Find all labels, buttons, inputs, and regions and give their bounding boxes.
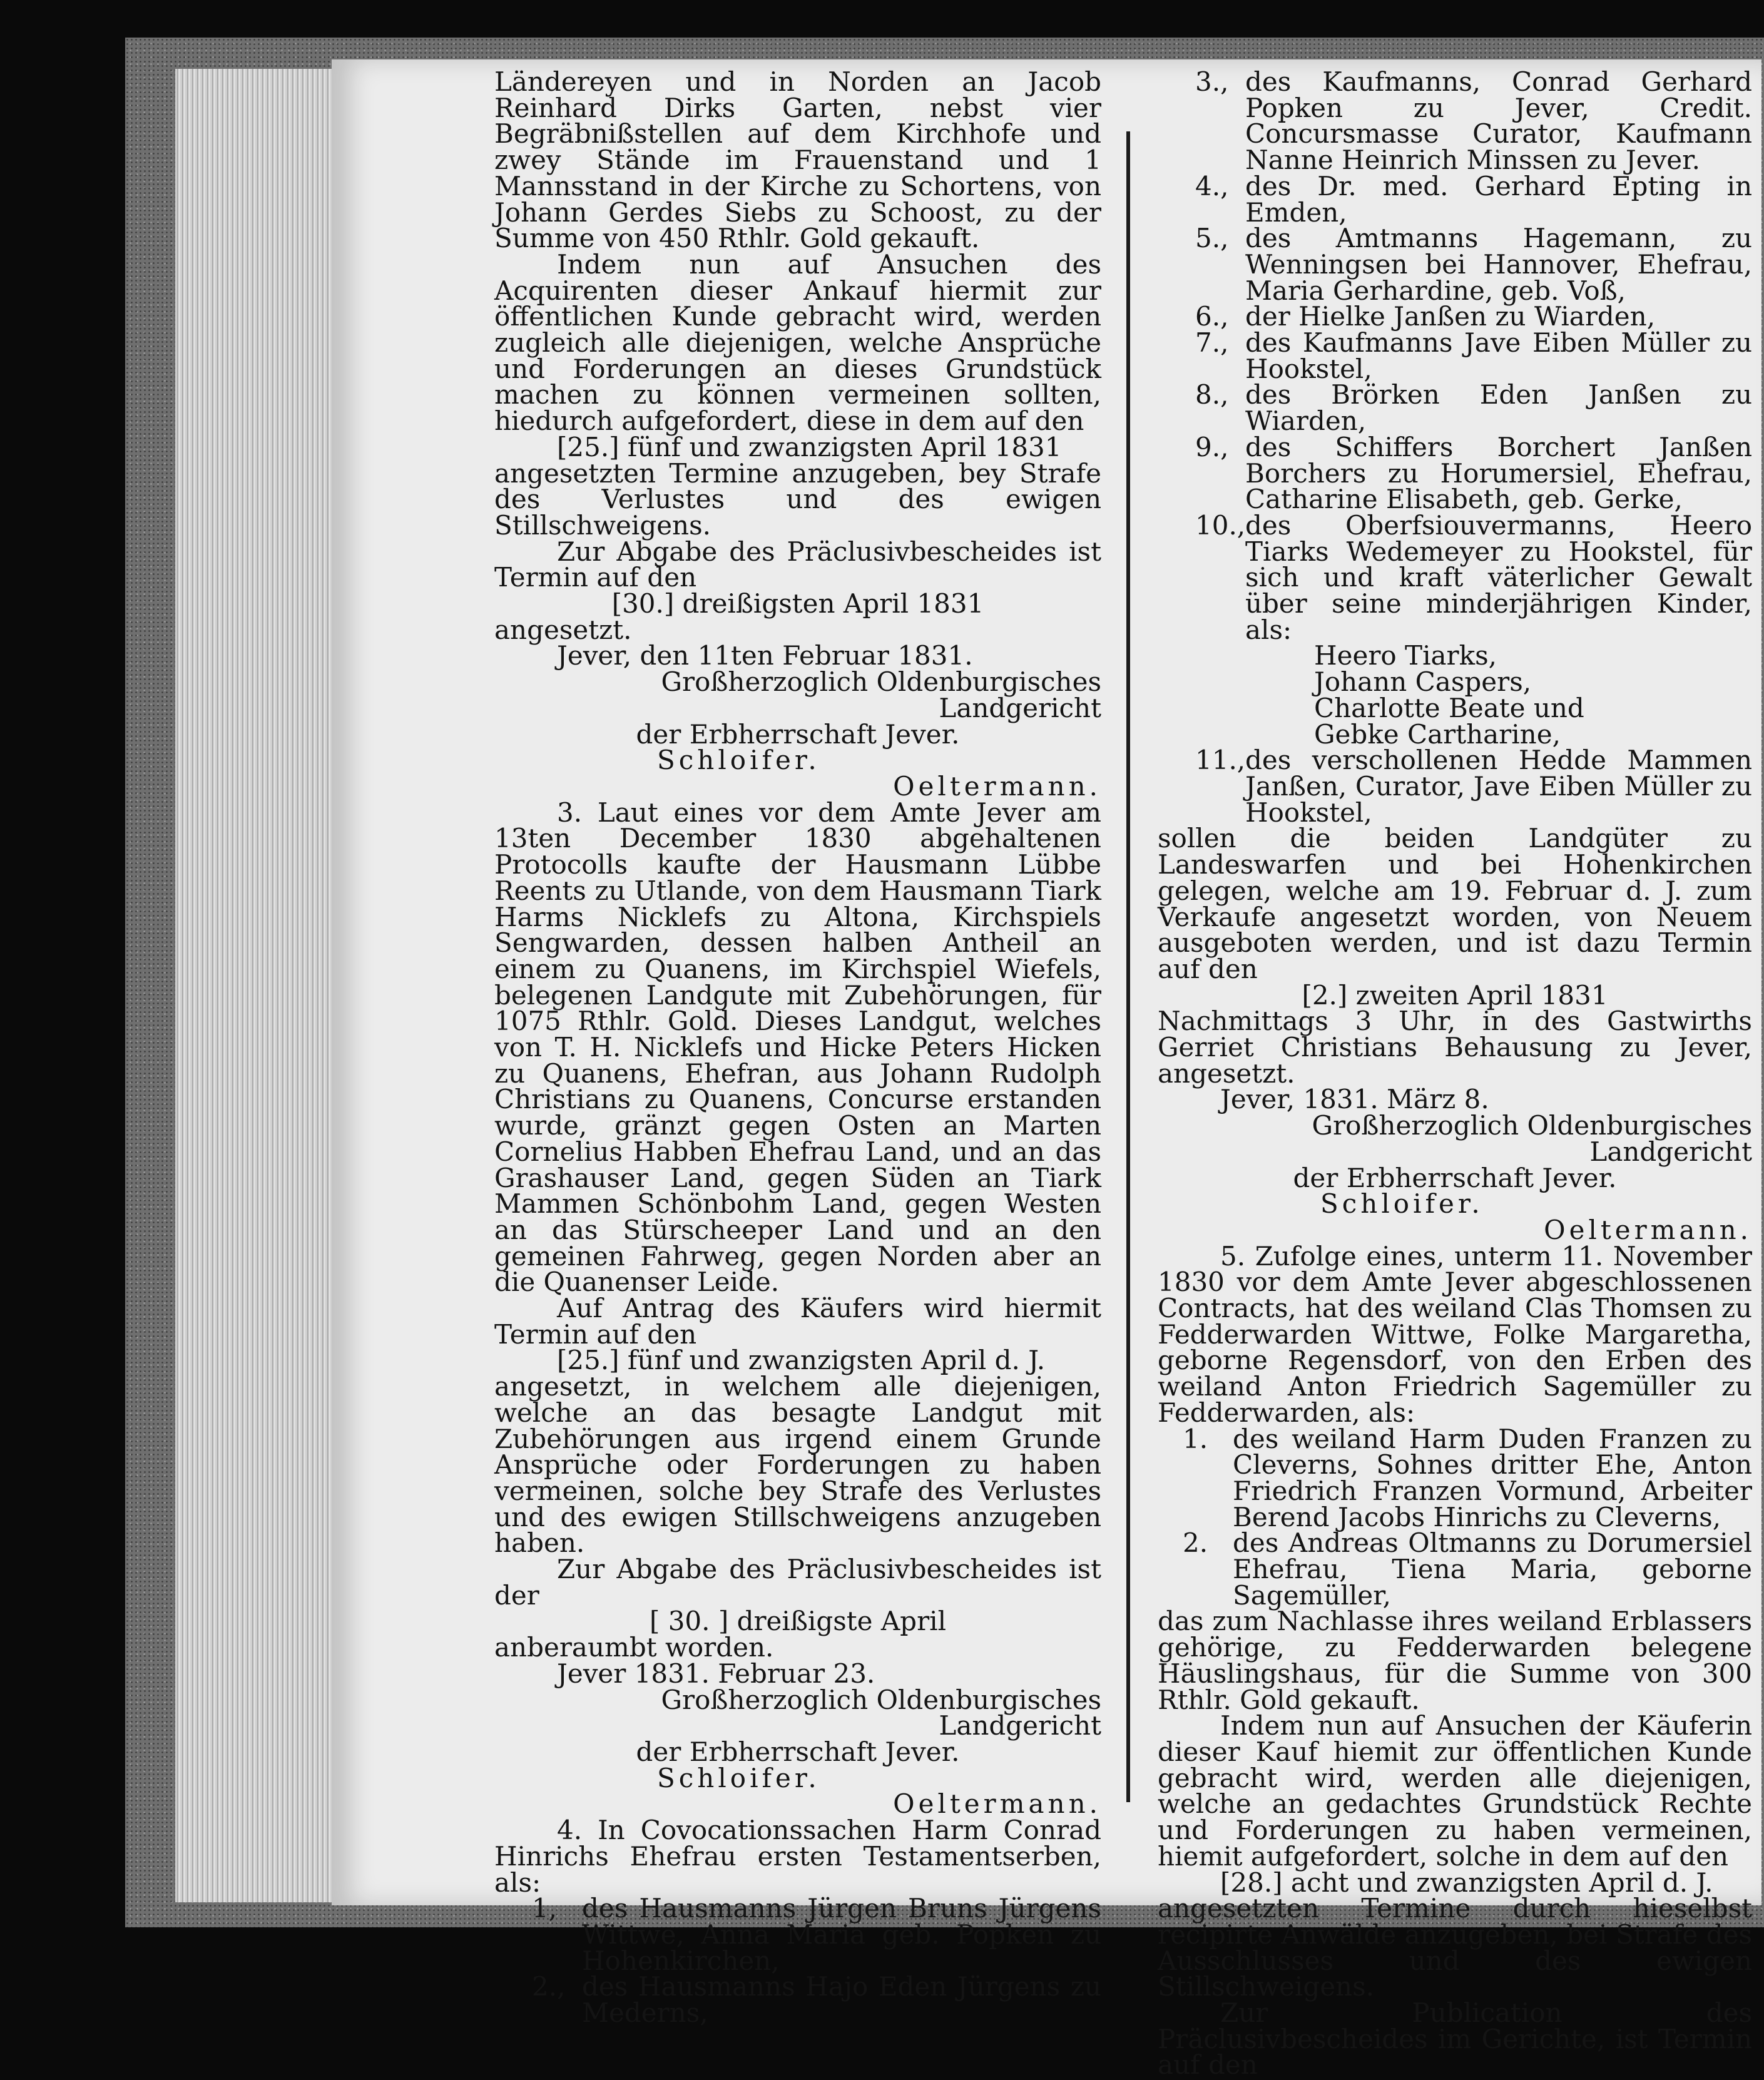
list-item bbox=[494, 1895, 1101, 1974]
left-column bbox=[494, 66, 1101, 2029]
paragraph: angesetzt, in welchem alle diejenigen, welche an das besagte Landgut mit Zubehörungen aus irgend einem Grunde Ansprüche oder Forderungen zu haben vermeinen, solche bey Strafe des Verlustes und des ewigen Stillschweigens anzugeben haben. bbox=[494, 1371, 1101, 1559]
list-text: des Kaufmanns Jave Eiben Müller zu Hookstel, bbox=[1245, 327, 1752, 384]
list-number: 2., bbox=[532, 1971, 566, 2002]
list-item bbox=[494, 1971, 1101, 2029]
paragraph: Zur Abgabe des Präclusivbescheides ist Termin auf den bbox=[494, 536, 1101, 593]
list-item bbox=[1158, 327, 1752, 384]
court-name: der Erbherrschaft Jever. bbox=[636, 1736, 960, 1767]
paragraph: 4. In Covocationssachen Harm Conrad Hinrichs Ehefrau ersten Testamentserben, als: bbox=[494, 1815, 1101, 1898]
list-number: 8., bbox=[1195, 379, 1229, 410]
list-number: 3., bbox=[1195, 66, 1229, 97]
list-text: des Andreas Oltmanns zu Dorumersiel Ehefrau, Tiena Maria, geborne Sagemüller, bbox=[1233, 1527, 1752, 1611]
place-date: Jever, 1831. März 8. bbox=[1220, 1084, 1489, 1115]
child-name: Heero Tiarks, bbox=[1314, 640, 1497, 671]
paragraph: das zum Nachlasse ihres weiland Erblassers gehörige, zu Fedderwarden belegene Häuslingshaus, für die Summe von 300 Rthlr. Gold gekauft. bbox=[1158, 1606, 1752, 1715]
signature: Oeltermann. bbox=[1544, 1214, 1752, 1245]
list-number: 10., bbox=[1195, 509, 1246, 541]
list-item bbox=[1158, 170, 1752, 228]
page-edges bbox=[175, 69, 338, 1902]
list-number: 1, bbox=[532, 1893, 558, 1924]
list-number: 5., bbox=[1195, 223, 1229, 254]
place-date: Jever, den 11ten Februar 1831. bbox=[557, 640, 973, 671]
court-name: Großherzoglich Oldenburgisches Landgericht bbox=[1312, 1110, 1752, 1167]
term-date: [25.] fünf und zwanzigsten April 1831 bbox=[557, 431, 1062, 462]
list-number: 2. bbox=[1183, 1527, 1208, 1559]
place-date: Jever 1831. Februar 23. bbox=[557, 1658, 875, 1689]
term-date: [2.] zweiten April 1831 bbox=[1302, 979, 1608, 1011]
list-text: des Kaufmanns, Conrad Gerhard Popken zu Jever, Credit. Concursmasse Curator, Kaufmann Nanne Heinrich Minssen zu Jever. bbox=[1245, 66, 1752, 176]
signature: Oeltermann. bbox=[893, 1788, 1101, 1820]
list-item bbox=[1158, 431, 1752, 515]
court-name: Großherzoglich Oldenburgisches Landgericht bbox=[661, 666, 1101, 723]
signature: Schloifer. bbox=[657, 1762, 820, 1793]
court-name: der Erbherrschaft Jever. bbox=[636, 718, 960, 750]
list-item bbox=[1158, 223, 1752, 306]
paragraph: angesetzten Termine anzugeben, bey Strafe des Verlustes und des ewigen Stillschweigens. bbox=[494, 457, 1101, 541]
child-name: Charlotte Beate und bbox=[1314, 692, 1584, 723]
right-column bbox=[1158, 66, 1752, 2080]
list-item bbox=[1158, 66, 1752, 176]
list-number: 7., bbox=[1195, 327, 1229, 359]
signature: Oeltermann. bbox=[893, 770, 1101, 802]
list-item bbox=[1158, 1527, 1752, 1611]
list-number: 9., bbox=[1195, 431, 1229, 462]
list-text: des Hausmanns Jürgen Bruns Jürgens Wittwe, Anna Maria geb. Popken zu Hohenkirchen, bbox=[582, 1893, 1101, 1976]
list-item bbox=[1158, 745, 1752, 828]
list-item bbox=[1158, 379, 1752, 437]
list-text: des Amtmanns Hagemann, zu Wenningsen bei Hannover, Ehefrau, Maria Gerhardine, geb. Voß, bbox=[1245, 223, 1752, 306]
paragraph: angesetzt. bbox=[494, 614, 632, 645]
paragraph: sollen die beiden Landgüter zu Landeswarfen und bei Hohenkirchen gelegen, welche am 19. Februar d. J. zum Verkaufe angesetzt worden, von Neuem ausgeboten werden, und ist dazu Termin auf den bbox=[1158, 823, 1752, 984]
list-number: 1. bbox=[1183, 1423, 1208, 1454]
list-number: 11., bbox=[1195, 745, 1246, 776]
paragraph: angesetzten Termine durch hieselbst recipirte Anwälde anzugeben, bei Strafe des Ausschlusses und des ewigen Stillschweigens. bbox=[1158, 1893, 1752, 2002]
paragraph: Nachmittags 3 Uhr, in des Gastwirths Gerriet Christians Behausung zu Jever, angesetzt. bbox=[1158, 1006, 1752, 1089]
list-text: des weiland Harm Duden Franzen zu Cleverns, Sohnes dritter Ehe, Anton Friedrich Franzen Vormund, Arbeiter Berend Jacobs Hinrichs zu Cleverns, bbox=[1233, 1423, 1752, 1532]
paragraph: Indem nun auf Ansuchen des Acquirenten dieser Ankauf hiermit zur öffentlichen Kunde gebracht wird, werden zugleich alle diejenigen, welche Ansprüche und Forderungen an dieses Grundstück machen zu können vermeinen sollten, hiedurch aufgefordert, diese in dem auf den bbox=[494, 248, 1101, 437]
column-divider bbox=[1126, 131, 1130, 1802]
term-date: [30.] dreißigsten April 1831 bbox=[611, 588, 984, 619]
list-text: des Oberfsiouvermanns, Heero Tiarks Wedemeyer zu Hookstel, für sich und kraft väterlicher Gewalt über seine minderjährigen Kinder, als: bbox=[1245, 509, 1752, 645]
term-date: [28.] acht und zwanzigsten April d. J. bbox=[1220, 1867, 1713, 1898]
list-number: 6., bbox=[1195, 301, 1229, 332]
list-text: des Dr. med. Gerhard Epting in Emden, bbox=[1245, 170, 1752, 228]
list-text: des verschollenen Hedde Mammen Janßen, Curator, Jave Eiben Müller zu Hookstel, bbox=[1245, 745, 1752, 828]
list-text: des Schiffers Borchert Janßen Borchers zu Horumersiel, Ehefrau, Catharine Elisabeth, geb. Gerke, bbox=[1245, 431, 1752, 515]
signature: Schloifer. bbox=[1320, 1188, 1484, 1220]
list-item bbox=[1158, 1423, 1752, 1532]
court-name: der Erbherrschaft Jever. bbox=[1293, 1162, 1617, 1193]
court-name: Großherzoglich Oldenburgisches Landgericht bbox=[661, 1684, 1101, 1741]
child-name: Johann Caspers, bbox=[1314, 666, 1532, 698]
paragraph: 3. Laut eines vor dem Amte Jever am 13ten December 1830 abgehaltenen Protocolls kaufte der Hausmann Lübbe Reents zu Utlande, von dem Hausmann Tiark Harms Nicklefs zu Altona, Kirchspiels Sengwarden, dessen halben Antheil an einem zu Quanens, im Kirchspiel Wiefels, belegenen Landgute mit Zubehörungen, für 1075 Rthlr. Gold. Dieses Landgut, welches von T. H. Nicklefs und Hicke Peters Hicken zu Quanens, Ehefran, aus Johann Rudolph Christians zu Quanens, Concurse erstanden wurde, gränzt gegen Osten an Marten Cornelius Habben Ehefrau Land, und an das Grashauser Land, gegen Süden an Tiark Mammen Schönbohm Land, gegen Westen an das Stürscheeper Land und an den gemeinen Fahrweg, gegen Norden aber an die Quanenser Leide. bbox=[494, 797, 1101, 1298]
signature: Schloifer. bbox=[657, 745, 820, 776]
list-item bbox=[1158, 303, 1752, 330]
paragraph: Auf Antrag des Käufers wird hiermit Termin auf den bbox=[494, 1293, 1101, 1350]
list-number: 4., bbox=[1195, 170, 1229, 201]
list-text: des Hausmanns Hajo Eden Jürgens zu Mederns, bbox=[582, 1971, 1101, 2029]
term-date: [25.] fünf und zwanzigsten April d. J. bbox=[557, 1345, 1046, 1376]
child-name: Gebke Cartharine, bbox=[1314, 718, 1561, 750]
paragraph: Zur Publication des Präclusivbescheides im Gerichte, ist Termin auf den bbox=[1158, 1997, 1752, 2080]
list-text: des Brörken Eden Janßen zu Wiarden, bbox=[1245, 379, 1752, 437]
list-text: der Hielke Janßen zu Wiarden, bbox=[1245, 301, 1656, 332]
paragraph: Zur Abgabe des Präclusivbescheides ist der bbox=[494, 1554, 1101, 1611]
list-item bbox=[1158, 509, 1752, 645]
paragraph: 5. Zufolge eines, unterm 11. November 1830 vor dem Amte Jever abgeschlossenen Contracts, hat des weiland Clas Thomsen zu Fedderwarden Wittwe, Folke Margaretha, geborne Regensdorf, von den Erben des weiland Anton Friedrich Sagemüller zu Fedderwarden, als: bbox=[1158, 1240, 1752, 1428]
term-date: [ 30. ] dreißigste April bbox=[649, 1606, 947, 1637]
paragraph: anberaumbt worden. bbox=[494, 1632, 774, 1663]
paragraph: Indem nun auf Ansuchen der Käuferin dieser Kauf hiemit zur öffentlichen Kunde gebracht wird, werden alle diejenigen, welche an gedachtes Grundstück Rechte und Forderungen zu haben vermeinen, hiemit aufgefordert, solche in dem auf den bbox=[1158, 1710, 1752, 1872]
paragraph: Ländereyen und in Norden an Jacob Reinhard Dirks Garten, nebst vier Begräbnißstellen auf dem Kirchhofe und zwey Stände im Frauenstand und 1 Mannsstand in der Kirche zu Schortens, von Johann Gerdes Siebs zu Schoost, zu der Summe von 450 Rthlr. Gold gekauft. bbox=[494, 66, 1101, 254]
